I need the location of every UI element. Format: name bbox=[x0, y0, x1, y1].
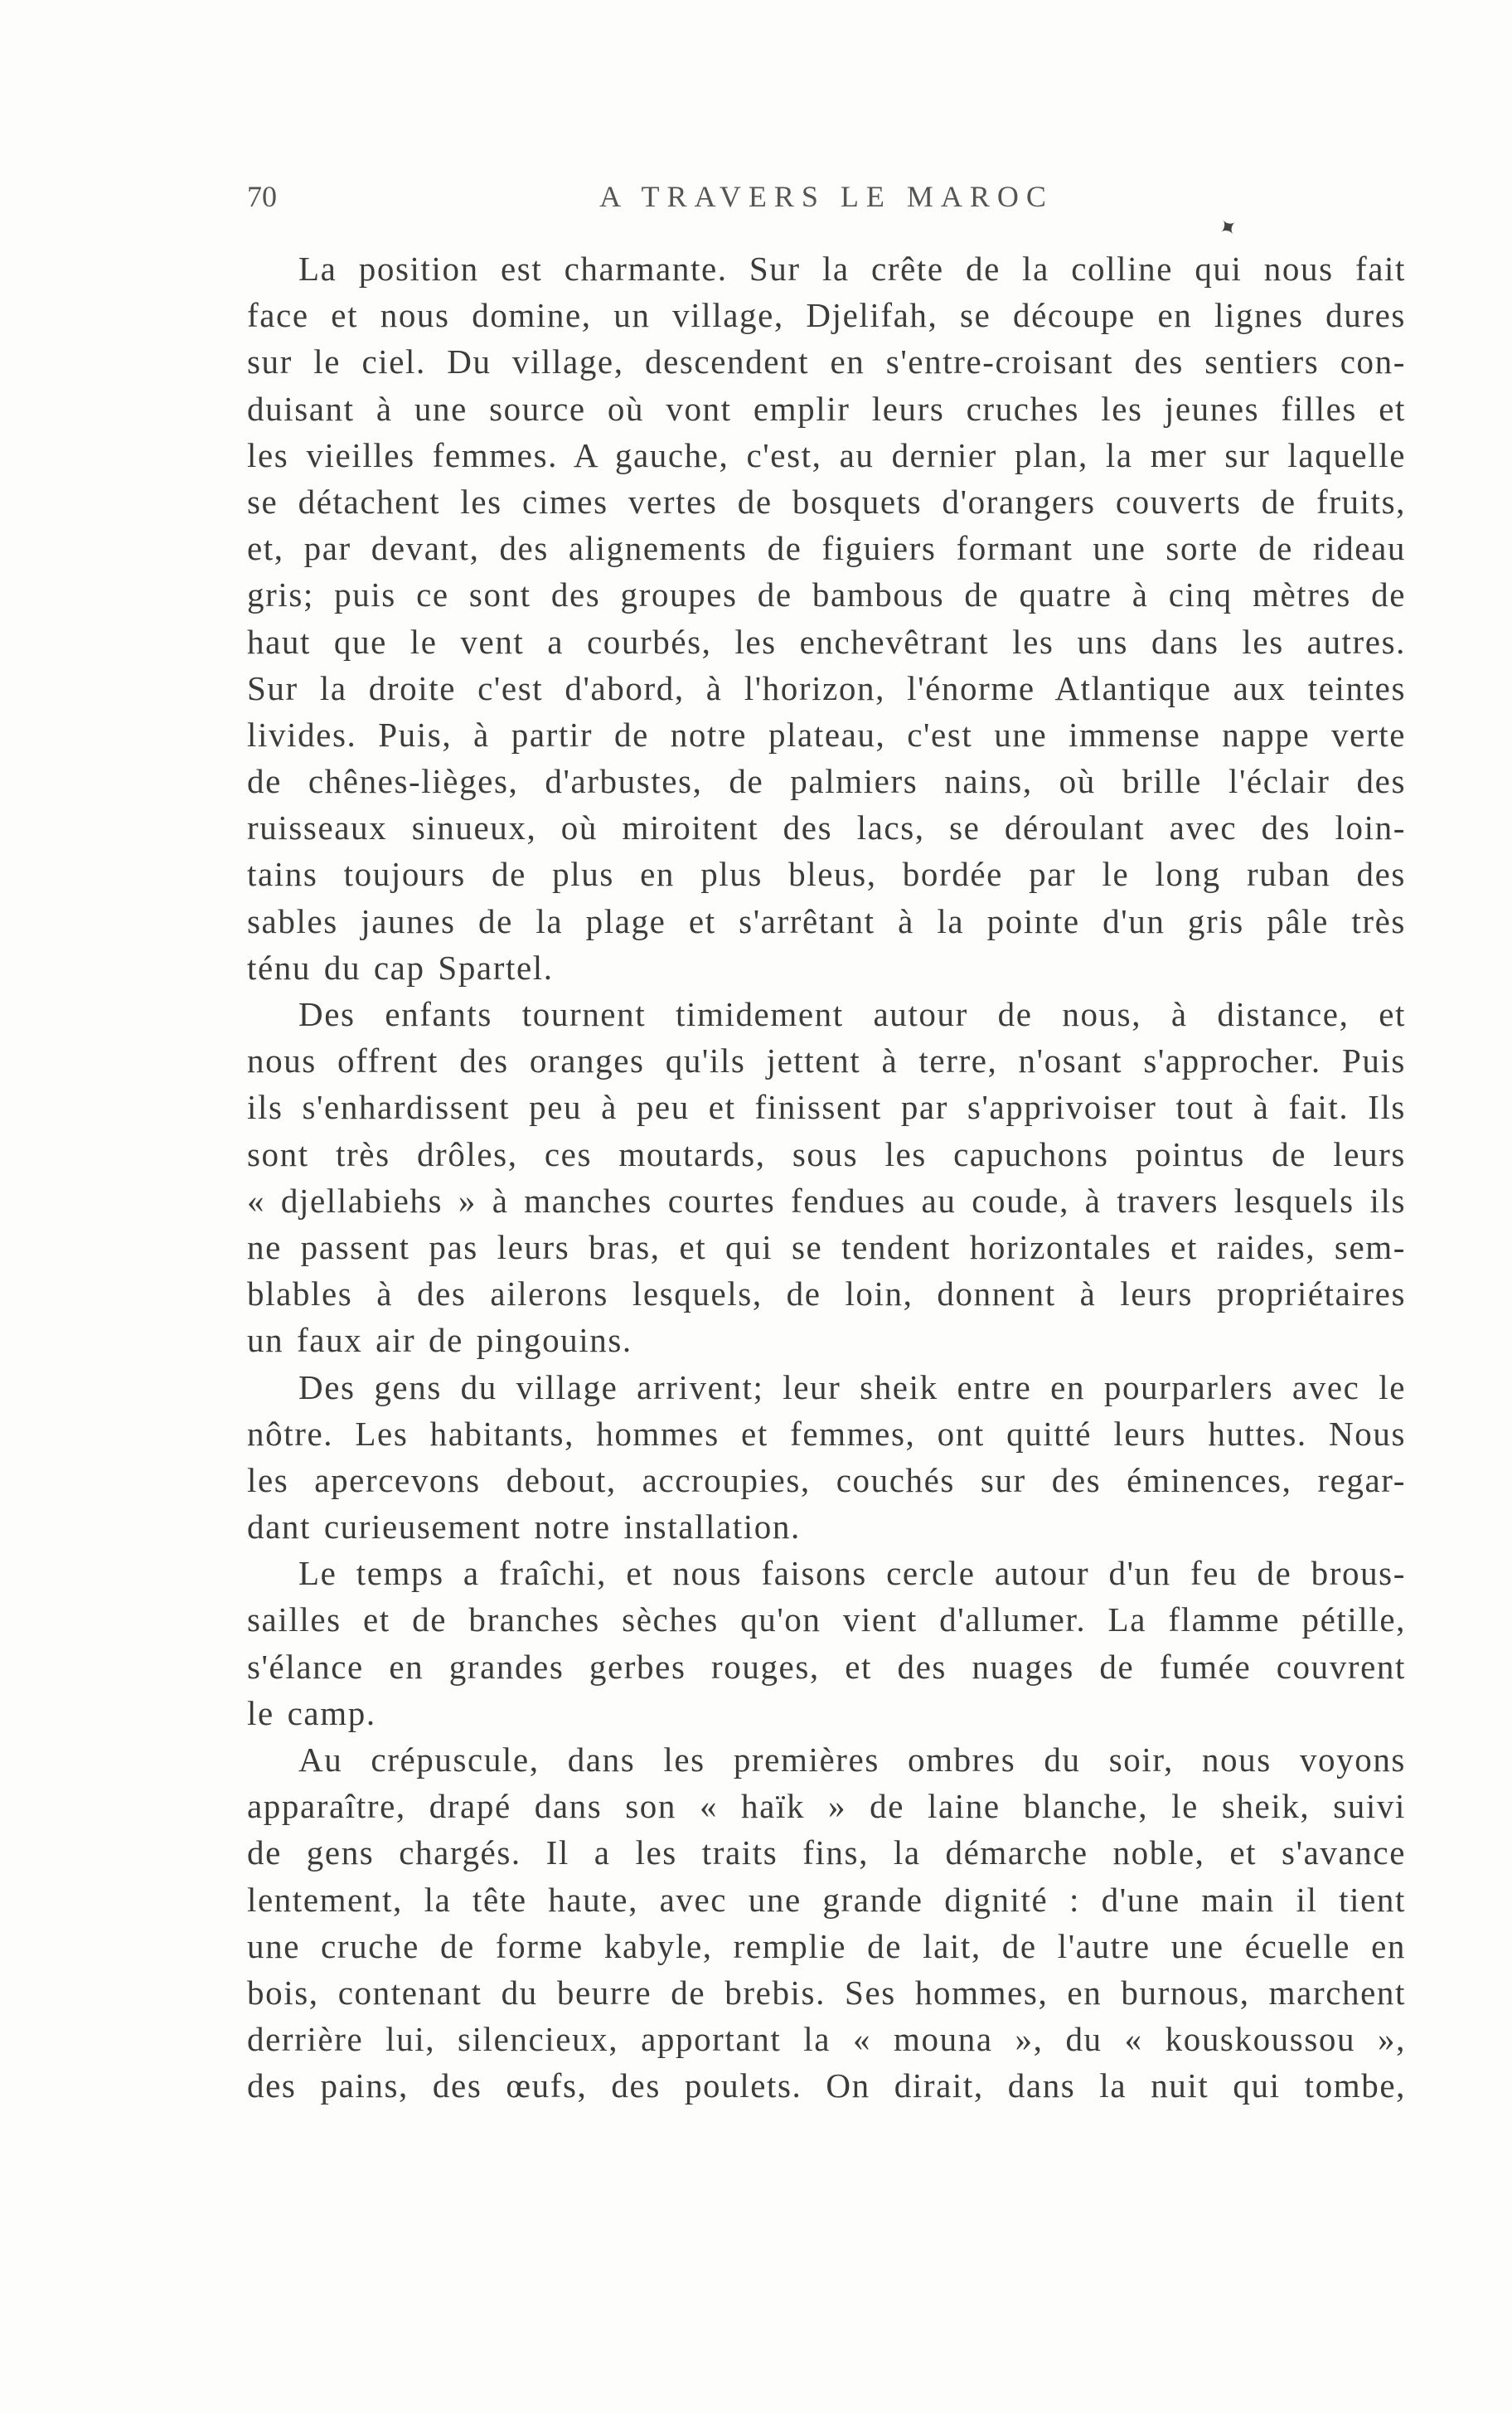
text-line: Des gens du village arrivent; leur sheik entre en pourparlers avec le bbox=[298, 1367, 1406, 1406]
text-line: nôtre. Les habitants, hommes et femmes, ont quitté leurs huttes. Nous bbox=[247, 1414, 1406, 1453]
text-line: de chênes-lièges, d'arbustes, de palmiers nains, où brille l'éclair des bbox=[247, 762, 1406, 801]
text-line: bois, contenant du beurre de brebis. Ses hommes, en burnous, marchent bbox=[247, 1973, 1406, 2012]
text-line: de gens chargés. Il a les traits fins, la démarche noble, et s'avance bbox=[247, 1833, 1406, 1872]
text-line: les vieilles femmes. A gauche, c'est, au dernier plan, la mer sur laquelle bbox=[247, 435, 1406, 474]
text-line: apparaître, drapé dans son « haïk » de laine blanche, le sheik, suivi bbox=[247, 1787, 1406, 1826]
text-line: ruisseaux sinueux, où miroitent des lacs, se déroulant avec des loin- bbox=[247, 808, 1406, 847]
text-line: une cruche de forme kabyle, remplie de lait, de l'autre une écuelle en bbox=[247, 1926, 1406, 1965]
text-line: des pains, des œufs, des poulets. On dirait, dans la nuit qui tombe, bbox=[247, 2066, 1406, 2105]
text-line: haut que le vent a courbés, les enchevêtrant les uns dans les autres. bbox=[247, 622, 1406, 661]
text-line: se détachent les cimes vertes de bosquets d'orangers couverts de fruits, bbox=[247, 482, 1406, 521]
text-line: dant curieusement notre installation. bbox=[247, 1508, 801, 1546]
text-line: lentement, la tête haute, avec une grande dignité : d'une main il tient bbox=[247, 1880, 1406, 1919]
text-line: tains toujours de plus en plus bleus, bordée par le long ruban des bbox=[247, 855, 1406, 894]
page-header bbox=[247, 179, 1406, 221]
text-line: Au crépuscule, dans les premières ombres du soir, nous voyons bbox=[298, 1741, 1406, 1779]
text-line: un faux air de pingouins. bbox=[247, 1321, 632, 1360]
text-line: Des enfants tournent timidement autour de nous, à distance, et bbox=[298, 995, 1406, 1033]
running-title: A TRAVERS LE MAROC bbox=[599, 180, 1054, 213]
text-line: Le temps a fraîchi, et nous faisons cercle autour d'un feu de brous- bbox=[298, 1554, 1406, 1593]
text-line: nous offrent des oranges qu'ils jettent à terre, n'osant s'approcher. Puis bbox=[247, 1041, 1406, 1080]
text-line: sailles et de branches sèches qu'on vient d'allumer. La flamme pétille, bbox=[247, 1600, 1406, 1639]
text-line: sur le ciel. Du village, descendent en s'entre-croisant des sentiers con- bbox=[247, 342, 1406, 381]
text-line: sont très drôles, ces moutards, sous les capuchons pointus de leurs bbox=[247, 1134, 1406, 1173]
page-number: 70 bbox=[247, 180, 277, 213]
text-line: s'élance en grandes gerbes rouges, et des nuages de fumée couvrent bbox=[247, 1647, 1406, 1686]
text-line: le camp. bbox=[247, 1693, 376, 1732]
text-line: ils s'enhardissent peu à peu et finissent par s'apprivoiser tout à fait. Ils bbox=[247, 1088, 1406, 1127]
text-line: ténu du cap Spartel. bbox=[247, 948, 554, 987]
text-line: face et nous domine, un village, Djelifah, se découpe en lignes dures bbox=[247, 296, 1406, 335]
text-line: sables jaunes de la plage et s'arrêtant à la pointe d'un gris pâle très bbox=[247, 901, 1406, 940]
text-line: La position est charmante. Sur la crête de la colline qui nous fait bbox=[298, 250, 1406, 288]
text-line: ne passent pas leurs bras, et qui se tendent horizontales et raides, sem- bbox=[247, 1227, 1406, 1266]
text-line: derrière lui, silencieux, apportant la « mouna », du « kouskoussou », bbox=[247, 2020, 1406, 2059]
body-text bbox=[247, 245, 1406, 2110]
text-line: gris; puis ce sont des groupes de bambous de quatre à cinq mètres de bbox=[247, 575, 1406, 614]
text-line: les apercevons debout, accroupies, couchés sur des éminences, regar- bbox=[247, 1460, 1406, 1499]
text-line: Sur la droite c'est d'abord, à l'horizon, l'énorme Atlantique aux teintes bbox=[247, 668, 1406, 707]
text-line: livides. Puis, à partir de notre plateau, c'est une immense nappe verte bbox=[247, 715, 1406, 754]
text-line: blables à des ailerons lesquels, de loin, donnent à leurs propriétaires bbox=[247, 1274, 1406, 1313]
text-line: duisant à une source où vont emplir leurs cruches les jeunes filles et bbox=[247, 389, 1406, 428]
printer-mark-icon: ✦ bbox=[1212, 211, 1244, 245]
text-line: et, par devant, des alignements de figuiers formant une sorte de rideau bbox=[247, 529, 1406, 568]
text-line: « djellabiehs » à manches courtes fendues au coude, à travers lesquels ils bbox=[247, 1181, 1406, 1220]
